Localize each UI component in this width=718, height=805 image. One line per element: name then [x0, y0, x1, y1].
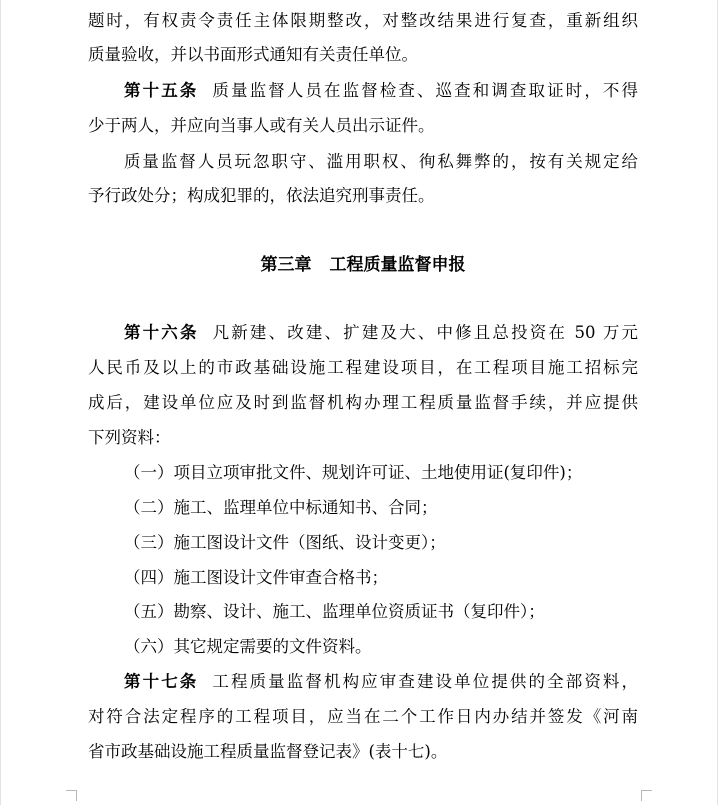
article-17-label: 第十七条: [124, 672, 199, 691]
paragraph-line: 质量监督人员玩忽职守、滥用职权、徇私舞弊的，按有关规定给: [124, 152, 638, 171]
margin-corner-mark-left: [66, 790, 77, 801]
article-15-line: [88, 79, 638, 105]
chapter-number: 第三章: [260, 255, 312, 275]
paragraph-line: 质量验收，并以书面形式通知有关责任单位。: [88, 45, 418, 64]
list-item: （六）其它规定需要的文件资料。: [124, 637, 372, 656]
page-left-edge: [0, 0, 1, 805]
article-15-text: 质量监督人员在监督检查、巡查和调查取证时，不得: [212, 81, 639, 100]
list-item: （二）施工、监理单位中标通知书、合同；: [124, 498, 438, 517]
paragraph-line: 人民币及以上的市政基础设施工程建设项目，在工程项目施工招标完: [88, 358, 638, 377]
paragraph-line: 对符合法定程序的工程项目，应当在二个工作日内办结并签发《河南: [88, 707, 638, 726]
article-17-line: [88, 670, 638, 696]
list-item: （四）施工图设计文件审查合格书；: [124, 568, 388, 587]
list-item: （一）项目立项审批文件、规划许可证、土地使用证(复印件)；: [124, 463, 583, 482]
paragraph-line: 成后，建设单位应及时到监督机构办理工程质量监督手续，并应提供: [88, 393, 638, 412]
article-16-label: 第十六条: [124, 323, 199, 342]
paragraph-line: 予行政处分；构成犯罪的，依法追究刑事责任。: [88, 186, 435, 205]
paragraph-line: 题时，有权责令责任主体限期整改，对整改结果进行复查，重新组织: [88, 11, 638, 30]
chapter-title: 工程质量监督申报: [329, 255, 466, 275]
paragraph-line: 省市政基础设施工程质量监督登记表》(表十七)。: [88, 742, 448, 761]
list-item: （三）施工图设计文件（图纸、设计变更）；: [124, 533, 446, 552]
article-17-text: 工程质量监督机构应审查建设单位提供的全部资料，: [212, 672, 639, 691]
list-item: （五）勘察、设计、施工、监理单位资质证书（复印件）；: [124, 602, 545, 621]
chapter-heading: [88, 253, 638, 277]
paragraph-line: 少于两人，并应向当事人或有关人员出示证件。: [88, 116, 435, 135]
paragraph-line: 下列资料：: [88, 428, 171, 447]
article-16-line: [88, 321, 638, 347]
article-15-label: 第十五条: [124, 81, 199, 100]
margin-corner-mark-right: [641, 790, 652, 801]
article-16-text: 凡新建、改建、扩建及大、中修且总投资在 50 万元: [212, 323, 638, 342]
